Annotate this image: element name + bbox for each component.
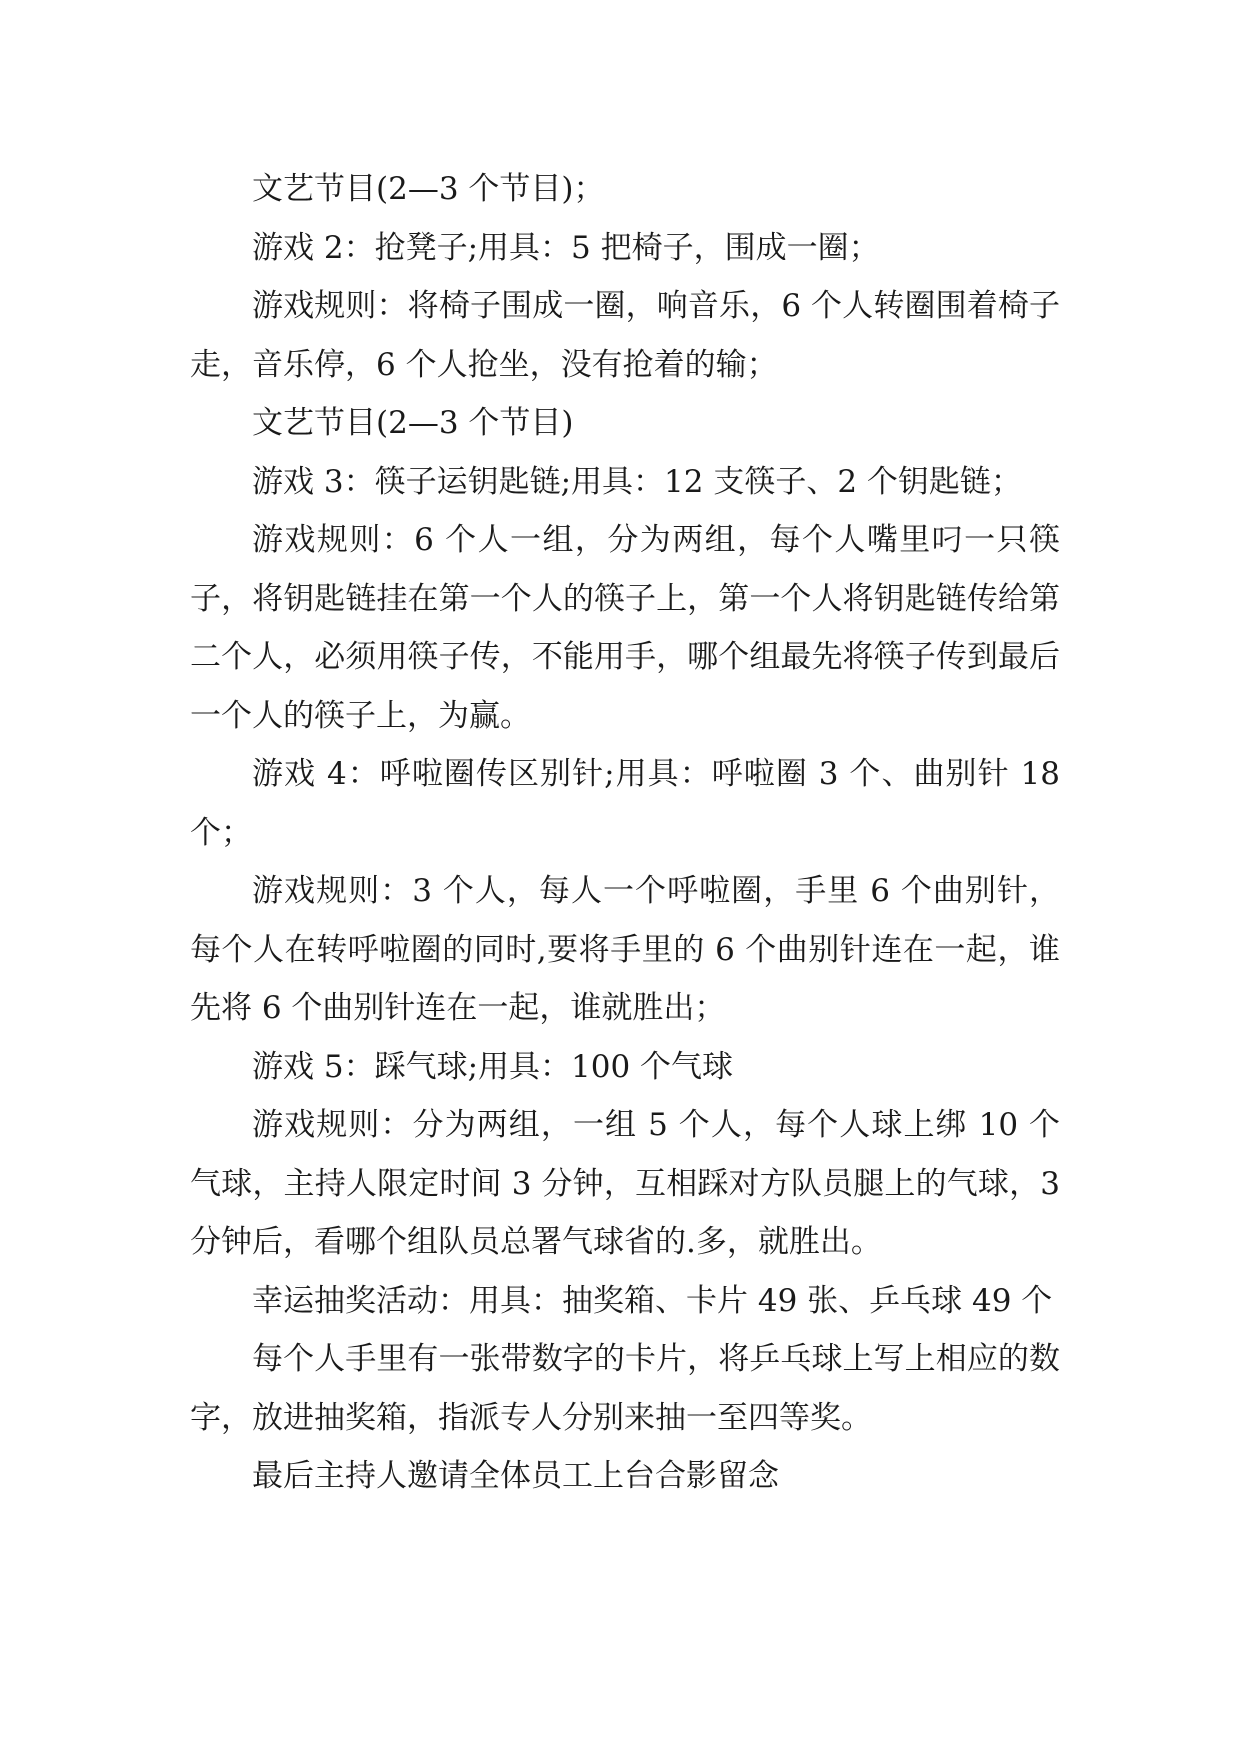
paragraph-lottery-title: 幸运抽奖活动：用具：抽奖箱、卡片 49 张、乒乓球 49 个 [252, 1282, 1053, 1319]
paragraph-game-2-rules: 游戏规则：将椅子围成一圈，响音乐，6 个人转圈围着椅子走，音乐停，6 个人抢坐，没有抢着的输； [190, 288, 1060, 383]
document-body [190, 160, 1060, 1506]
paragraph-performance-1: 文艺节目(2—3 个节目)； [252, 171, 605, 207]
paragraph-game-4-rules: 游戏规则：3 个人，每人一个呼啦圈，手里 6 个曲别针，每个人在转呼啦圈的同时,要将手里的 6 个曲别针连在一起，谁先将 6 个曲别针连在一起，谁就胜出； [190, 873, 1060, 1026]
paragraph-performance-2: 文艺节目(2—3 个节目) [252, 405, 574, 441]
paragraph-game-5-rules: 游戏规则：分为两组，一组 5 个人，每个人球上绑 10 个气球，主持人限定时间 3 分钟，互相踩对方队员腿上的气球，3 分钟后，看哪个组队员总署气球省的.多，就胜出。 [190, 1107, 1060, 1260]
paragraph-lottery-rules: 每个人手里有一张带数字的卡片，将乒乓球上写上相应的数字，放进抽奖箱，指派专人分别来抽一至四等奖。 [190, 1341, 1060, 1436]
paragraph-closing: 最后主持人邀请全体员工上台合影留念 [252, 1458, 779, 1494]
paragraph-game-3-rules: 游戏规则：6 个人一组，分为两组，每个人嘴里叼一只筷子，将钥匙链挂在第一个人的筷子上，第一个人将钥匙链传给第二个人，必须用筷子传，不能用手，哪个组最先将筷子传到最后一个人的筷子上，为赢。 [190, 522, 1060, 734]
paragraph-game-2-title: 游戏 2：抢凳子;用具：5 把椅子，围成一圈； [252, 229, 880, 266]
paragraph-game-5-title: 游戏 5：踩气球;用具：100 个气球 [252, 1048, 734, 1085]
paragraph-game-4-title: 游戏 4：呼啦圈传区别针;用具：呼啦圈 3 个、曲别针 18 个； [190, 756, 1060, 851]
paragraph-game-3-title: 游戏 3：筷子运钥匙链;用具：12 支筷子、2 个钥匙链； [252, 463, 1022, 500]
